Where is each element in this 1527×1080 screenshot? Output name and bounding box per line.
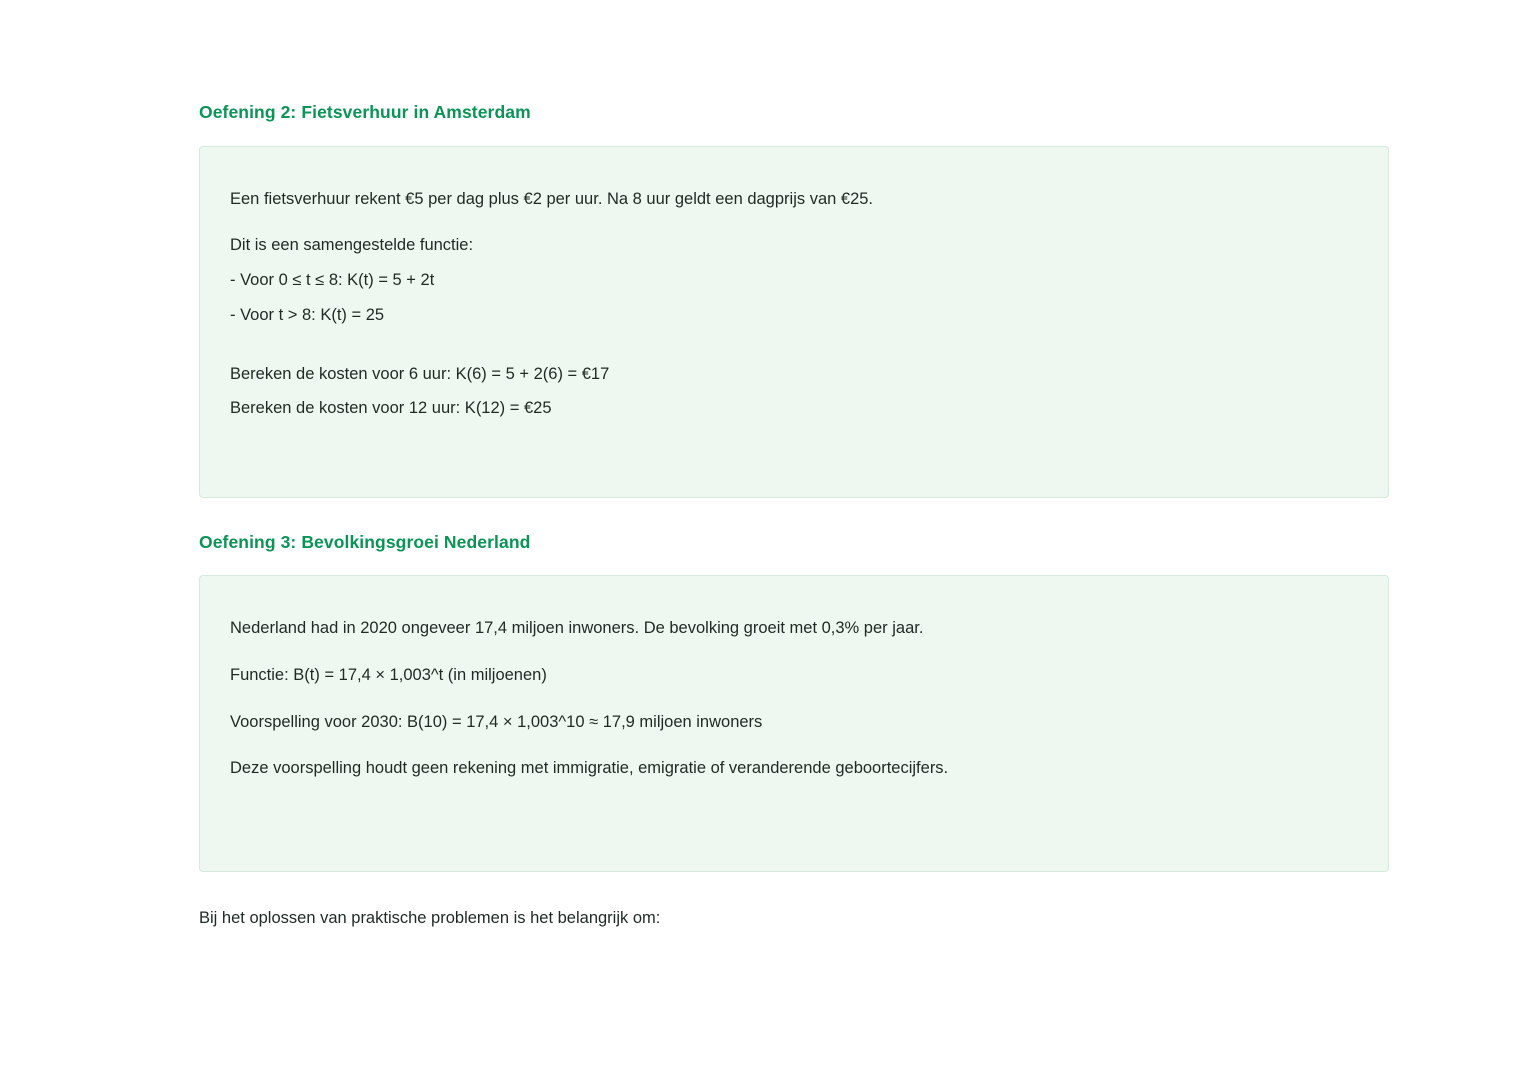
section-spacer bbox=[199, 498, 1389, 530]
page-title-exercise-2: Oefening 2: Fietsverhuur in Amsterdam bbox=[199, 102, 531, 122]
exercise-2-line-6: Bereken de kosten voor 12 uur: K(12) = €25 bbox=[230, 399, 552, 418]
exercise-2-line-4: - Voor t > 8: K(t) = 25 bbox=[230, 305, 385, 324]
exercise-2-line-5: Bereken de kosten voor 6 uur: K(6) = 5 + 2(6) = €17 bbox=[230, 364, 610, 383]
exercise-2-line-3: - Voor 0 ≤ t ≤ 8: K(t) = 5 + 2t bbox=[230, 271, 435, 289]
closing-paragraph: Bij het oplossen van praktische problemen is het belangrijk om: bbox=[199, 909, 661, 927]
exercise-3-line-3: Voorspelling voor 2030: B(10) = 17,4 × 1,003^10 ≈ 17,9 miljoen inwoners bbox=[230, 712, 763, 731]
callout-exercise-2-body bbox=[200, 187, 1388, 422]
exercise-2-line-2: Dit is een samengestelde functie: bbox=[230, 236, 474, 255]
callout-exercise-3 bbox=[199, 575, 1389, 872]
page-title-exercise-3: Oefening 3: Bevolkingsgroei Nederland bbox=[199, 531, 531, 552]
exercise-3-line-4: Deze voorspelling houdt geen rekening met immigratie, emigratie of veranderende geboortecijfers. bbox=[230, 759, 949, 778]
callout-exercise-3-body bbox=[200, 616, 1388, 781]
callout-exercise-2 bbox=[199, 146, 1389, 498]
document-content bbox=[199, 100, 1389, 947]
exercise-3-line-1: Nederland had in 2020 ongeveer 17,4 miljoen inwoners. De bevolking groeit met 0,3% per jaar. bbox=[230, 619, 924, 637]
exercise-2-line-1: Een fietsverhuur rekent €5 per dag plus €2 per uur. Na 8 uur geldt een dagprijs van €25. bbox=[230, 189, 874, 208]
exercise-3-line-2: Functie: B(t) = 17,4 × 1,003^t (in miljoenen) bbox=[230, 665, 547, 684]
